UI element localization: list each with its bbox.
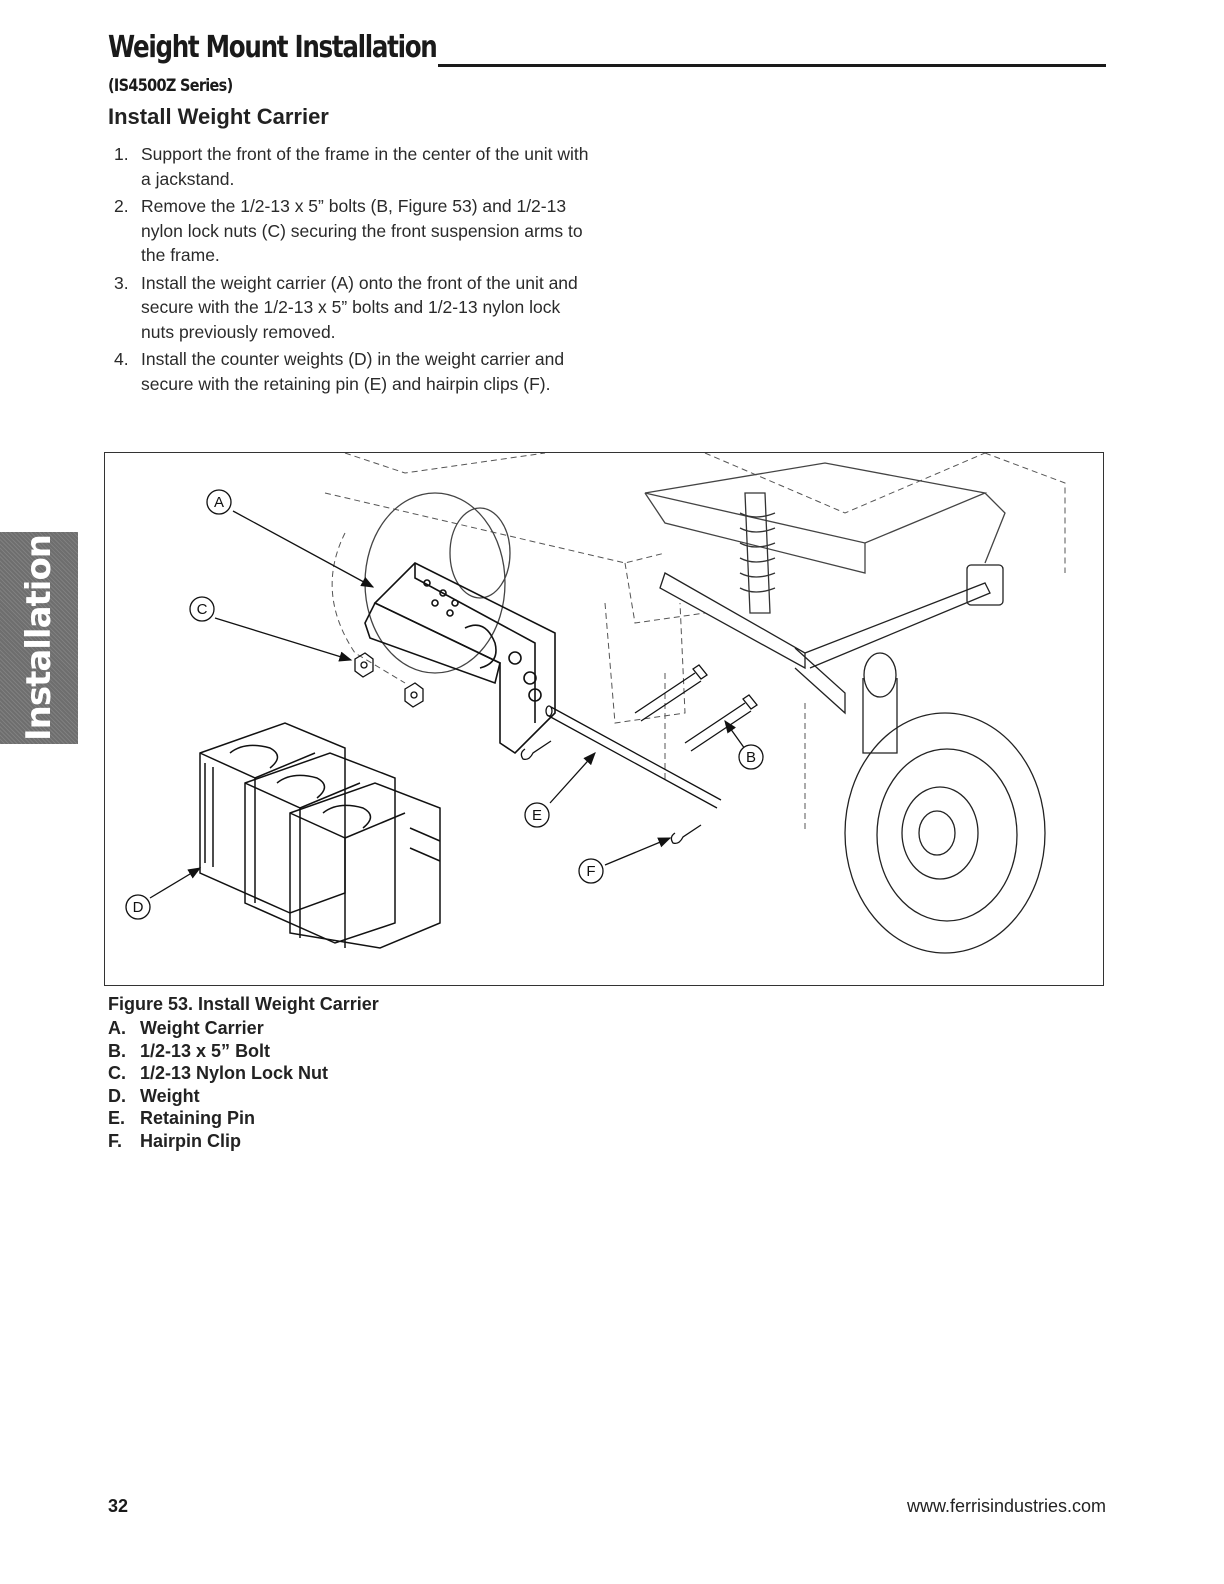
callout-a-text: A — [213, 494, 225, 511]
callout-f-text: F — [586, 863, 596, 880]
counter-weights — [200, 723, 440, 948]
bolt-parts — [635, 665, 757, 751]
callout-c — [190, 597, 214, 621]
lock-nut-parts — [355, 653, 423, 707]
title-rule — [438, 64, 1106, 67]
legend-key: C. — [108, 1063, 126, 1084]
title-row — [108, 30, 1106, 70]
weight-carrier-part — [365, 563, 555, 753]
callout-b-text: B — [745, 749, 757, 766]
step-item — [108, 194, 598, 268]
front-caster-wheel — [845, 653, 1045, 953]
legend-item — [108, 1040, 328, 1063]
legend-label: Retaining Pin — [140, 1108, 256, 1129]
mower-frame-background — [325, 453, 1065, 833]
legend-item — [108, 1130, 328, 1153]
section-side-tab — [0, 532, 78, 744]
step-number: 2. — [114, 196, 129, 216]
legend-key: E. — [108, 1108, 126, 1129]
callout-c-text: C — [196, 601, 208, 618]
callout-d-text: D — [132, 899, 144, 916]
callout-b — [739, 745, 763, 769]
website-url: www.ferrisindustries.com — [906, 1496, 1106, 1516]
series-subtitle: (IS4500Z Series) — [108, 76, 233, 96]
step-text: Remove the 1/2-13 x 5” bolts (B, Figure 53) and 1/2-13 nylon lock nuts (C) securing the front suspension arms to the frame. — [141, 196, 583, 265]
step-number: 4. — [114, 349, 129, 369]
callout-d — [126, 895, 150, 919]
section-heading: Install Weight Carrier — [108, 104, 329, 129]
legend-label: Weight — [140, 1085, 200, 1106]
retaining-pin-part — [546, 706, 721, 808]
figure-legend — [108, 1017, 328, 1153]
legend-key: B. — [108, 1040, 126, 1061]
callout-a — [207, 490, 231, 514]
callout-e — [525, 803, 549, 827]
instruction-steps — [108, 142, 598, 399]
suspension-spring — [740, 493, 775, 613]
legend-key: F. — [108, 1130, 123, 1151]
step-item — [108, 271, 598, 345]
callout-leaders — [150, 511, 745, 898]
figure-53-illustration — [104, 452, 1104, 986]
page-number: 32 — [108, 1496, 129, 1516]
legend-item — [108, 1062, 328, 1085]
legend-label: Weight Carrier — [140, 1018, 264, 1038]
legend-label: 1/2-13 Nylon Lock Nut — [140, 1063, 329, 1084]
step-item — [108, 142, 598, 191]
legend-label: Hairpin Clip — [140, 1130, 242, 1151]
legend-item — [108, 1017, 328, 1040]
figure-caption: Figure 53. Install Weight Carrier — [108, 994, 379, 1014]
legend-item — [108, 1107, 328, 1130]
callout-f — [579, 859, 603, 883]
step-text: Install the counter weights (D) in the weight carrier and secure with the retaining pin (E) and hairpin clips (F). — [141, 349, 565, 394]
step-text: Install the weight carrier (A) onto the front of the unit and secure with the 1/2-13 x 5” bolts and 1/2-13 nylon lock nuts previously removed. — [141, 272, 578, 342]
page-title: Weight Mount Installation — [108, 30, 437, 65]
weight-carrier-diagram — [105, 453, 1104, 986]
step-item — [108, 347, 598, 396]
legend-key: A. — [108, 1018, 126, 1038]
step-number: 1. — [114, 144, 129, 164]
legend-label: 1/2-13 x 5” Bolt — [140, 1040, 271, 1061]
suspension-arm — [660, 565, 1003, 713]
front-wheel-left — [365, 493, 510, 673]
side-tab-label: Installation — [19, 534, 59, 742]
step-number: 3. — [114, 272, 129, 293]
step-text: Support the front of the frame in the center of the unit with a jackstand. — [141, 144, 589, 189]
hairpin-clip-parts — [521, 741, 701, 843]
callout-e-text: E — [531, 807, 543, 824]
legend-key: D. — [108, 1085, 126, 1106]
callout-labels — [126, 490, 763, 919]
mower-deck — [645, 463, 1005, 573]
legend-item — [108, 1085, 328, 1108]
